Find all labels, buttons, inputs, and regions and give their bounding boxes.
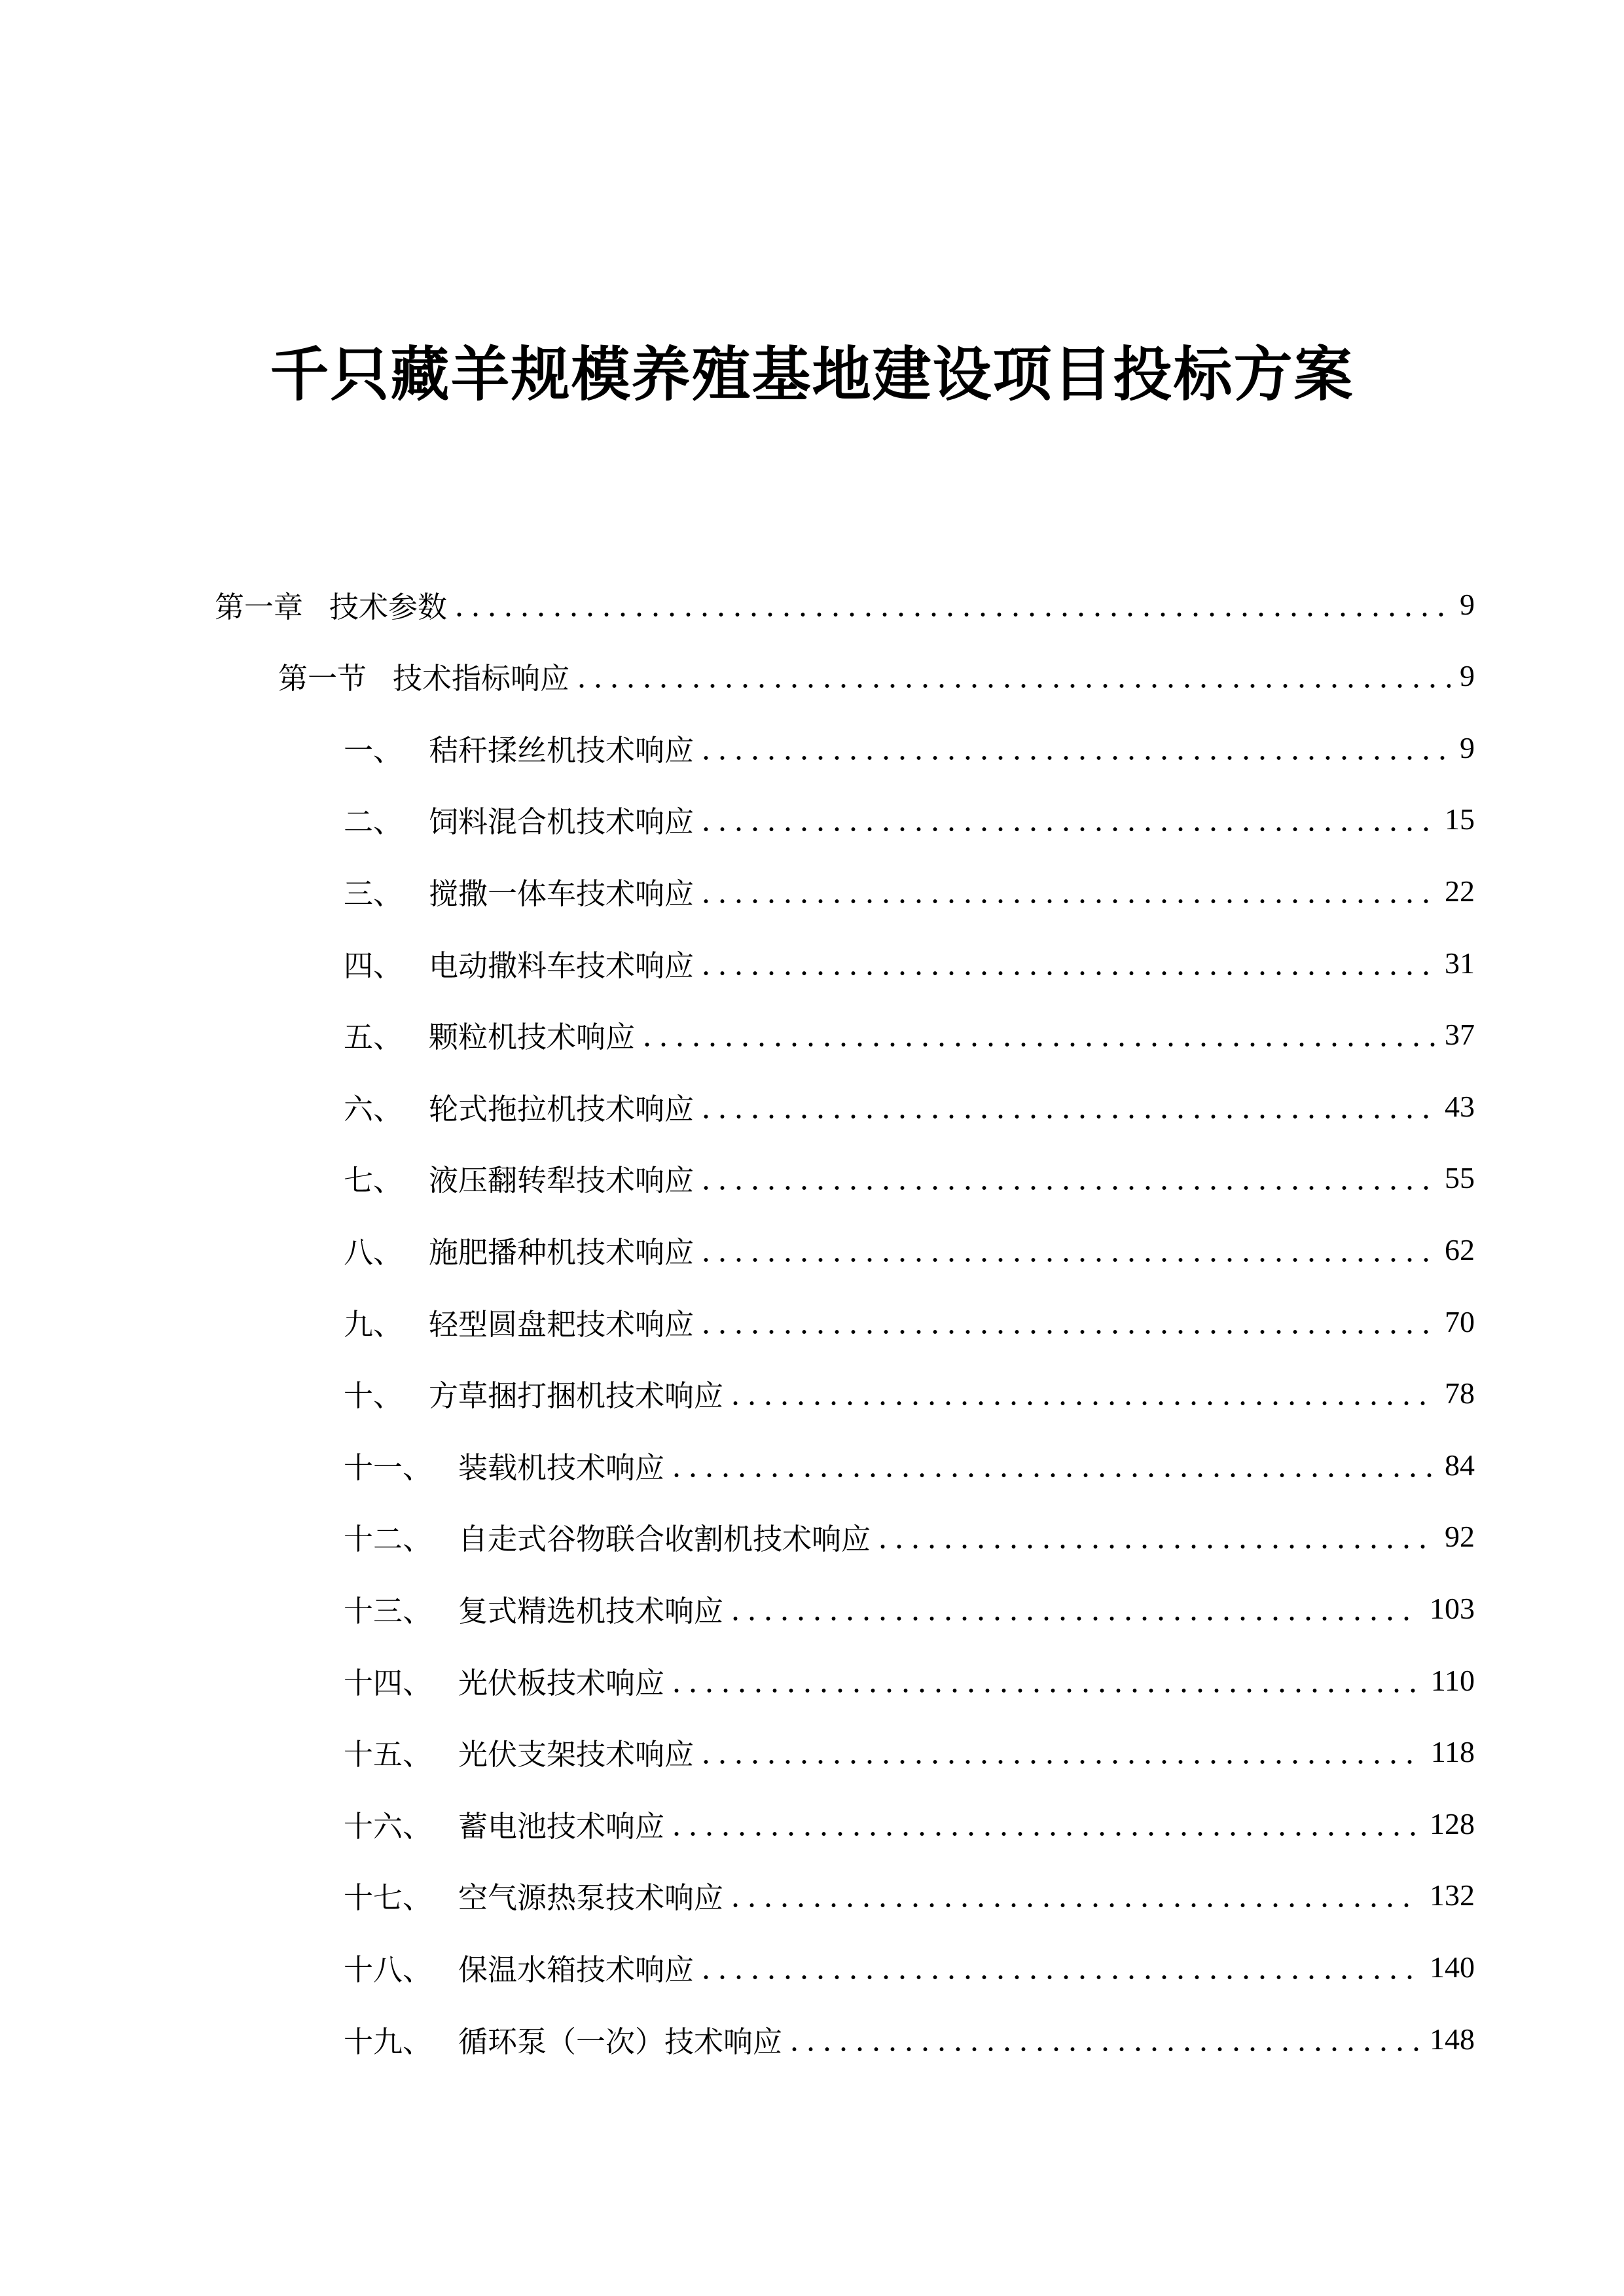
toc-entry-number: 十一、 (344, 1450, 433, 1485)
dot-leader (698, 1307, 1435, 1336)
toc-entry-number: 六、 (344, 1091, 403, 1126)
toc-entry-page: 55 (1445, 1161, 1475, 1195)
toc-entry-page: 9 (1460, 730, 1475, 764)
dot-leader (727, 1378, 1435, 1408)
toc-entry-page: 132 (1430, 1878, 1475, 1912)
toc-entry-number: 第一节 (278, 661, 367, 696)
dot-leader (698, 948, 1435, 978)
dot-leader (698, 1737, 1422, 1767)
toc-entry-page: 70 (1445, 1304, 1475, 1338)
toc-entry-number: 七、 (344, 1163, 403, 1198)
toc-entry-label: 技术参数 (329, 589, 448, 624)
toc-entry[interactable] (278, 640, 1475, 712)
dot-leader (698, 804, 1435, 834)
toc-entry-page: 78 (1445, 1376, 1475, 1410)
toc-entry[interactable] (344, 711, 1475, 783)
toc-entry[interactable] (344, 855, 1475, 927)
toc-entry[interactable] (344, 1357, 1475, 1429)
toc-entry-label: 液压翻转犁技术响应 (429, 1163, 695, 1198)
toc-entry[interactable] (344, 1859, 1475, 1931)
toc-entry-label: 方草捆打捆机技术响应 (429, 1378, 724, 1414)
toc-entry-label: 电动撒料车技术响应 (429, 948, 695, 983)
dot-leader (668, 1809, 1420, 1839)
toc-entry-number: 八、 (344, 1234, 403, 1270)
toc-entry-page: 118 (1430, 1735, 1475, 1769)
toc-entry-page: 140 (1430, 1950, 1475, 1984)
toc-entry-label: 循环泵（一次）技术响应 (458, 2024, 783, 2059)
dot-leader (786, 2024, 1420, 2054)
toc-entry-label: 自走式谷物联合收割机技术响应 (458, 1522, 871, 1557)
toc-entry-number: 十三、 (344, 1593, 433, 1628)
toc-entry-label: 搅撒一体车技术响应 (429, 876, 695, 911)
toc-entry[interactable] (344, 1213, 1475, 1285)
dot-leader (698, 1952, 1420, 1982)
dot-leader (727, 1594, 1420, 1623)
toc-entry-label: 装载机技术响应 (458, 1450, 665, 1485)
toc-entry-number: 三、 (344, 876, 403, 911)
toc-entry-label: 颗粒机技术响应 (429, 1020, 636, 1055)
toc-entry-number: 十九、 (344, 2024, 433, 2059)
dot-leader (698, 733, 1451, 762)
toc-entry-page: 103 (1430, 1591, 1475, 1625)
dot-leader (698, 1235, 1435, 1265)
toc-entry-label: 施肥播种机技术响应 (429, 1234, 695, 1270)
toc-entry[interactable] (344, 999, 1475, 1071)
toc-entry-page: 43 (1445, 1089, 1475, 1123)
toc-entry[interactable] (344, 1070, 1475, 1142)
toc-entry-number: 一、 (344, 732, 403, 768)
toc-entry-page: 22 (1445, 874, 1475, 908)
toc-entry-label: 技术指标响应 (393, 661, 570, 696)
toc-entry-number: 十四、 (344, 1665, 433, 1700)
document-title: 千只藏羊规模养殖基地建设项目投标方案 (270, 340, 1354, 409)
toc-entry[interactable] (344, 1716, 1475, 1788)
toc-entry[interactable] (344, 2003, 1475, 2075)
toc-entry-label: 轮式拖拉机技术响应 (429, 1091, 695, 1126)
toc-entry-label: 光伏板技术响应 (458, 1665, 665, 1700)
toc-entry[interactable] (344, 1429, 1475, 1501)
dot-leader (727, 1880, 1420, 1910)
toc-entry[interactable] (344, 783, 1475, 855)
toc-entry[interactable] (344, 1501, 1475, 1573)
toc-entry-number: 二、 (344, 804, 403, 840)
toc-entry-number: 四、 (344, 948, 403, 983)
toc-entry-number: 十八、 (344, 1952, 433, 1987)
dot-leader (668, 1666, 1422, 1695)
toc-entry-label: 保温水箱技术响应 (458, 1952, 695, 1987)
toc-entry-number: 十六、 (344, 1808, 433, 1844)
toc-entry[interactable] (344, 927, 1475, 999)
toc-entry-number: 十五、 (344, 1737, 433, 1772)
toc-entry-label: 复式精选机技术响应 (458, 1593, 724, 1628)
toc-entry[interactable] (344, 1285, 1475, 1357)
dot-leader (875, 1522, 1435, 1551)
toc-entry-number: 十、 (344, 1378, 403, 1414)
toc-entry-page: 148 (1430, 2022, 1475, 2056)
dot-leader (698, 1163, 1435, 1193)
toc-entry-page: 9 (1460, 587, 1475, 621)
toc-entry-number: 五、 (344, 1020, 403, 1055)
toc-entry-number: 十七、 (344, 1880, 433, 1916)
toc-entry-number: 九、 (344, 1306, 403, 1342)
dot-leader (639, 1020, 1435, 1049)
dot-leader (451, 590, 1451, 619)
toc-entry-page: 62 (1445, 1232, 1475, 1266)
toc-entry[interactable] (344, 1644, 1475, 1716)
dot-leader (668, 1450, 1435, 1480)
toc-entry-page: 37 (1445, 1018, 1475, 1052)
dot-leader (698, 876, 1435, 906)
toc-entry-number: 第一章 (215, 589, 304, 624)
toc-entry-label: 空气源热泵技术响应 (458, 1880, 724, 1916)
toc-entry-number: 十二、 (344, 1522, 433, 1557)
toc-entry-label: 饲料混合机技术响应 (429, 804, 695, 840)
toc-entry-label: 蓄电池技术响应 (458, 1808, 665, 1844)
toc-entry-page: 128 (1430, 1806, 1475, 1840)
dot-leader (698, 1092, 1435, 1121)
toc-entry-page: 110 (1430, 1663, 1475, 1697)
toc-entry[interactable] (215, 568, 1475, 640)
toc-entry-label: 秸秆揉丝机技术响应 (429, 732, 695, 768)
toc-entry[interactable] (344, 1572, 1475, 1644)
toc-entry-label: 光伏支架技术响应 (458, 1737, 695, 1772)
toc-entry-page: 92 (1445, 1520, 1475, 1554)
toc-entry[interactable] (344, 1142, 1475, 1214)
toc-entry[interactable] (344, 1787, 1475, 1859)
toc-entry-page: 15 (1445, 802, 1475, 836)
toc-entry-page: 9 (1460, 659, 1475, 693)
dot-leader (573, 661, 1451, 691)
toc-entry-label: 轻型圆盘耙技术响应 (429, 1306, 695, 1342)
toc-entry-page: 84 (1445, 1448, 1475, 1482)
toc-entry-page: 31 (1445, 946, 1475, 980)
toc-entry[interactable] (344, 1931, 1475, 2003)
